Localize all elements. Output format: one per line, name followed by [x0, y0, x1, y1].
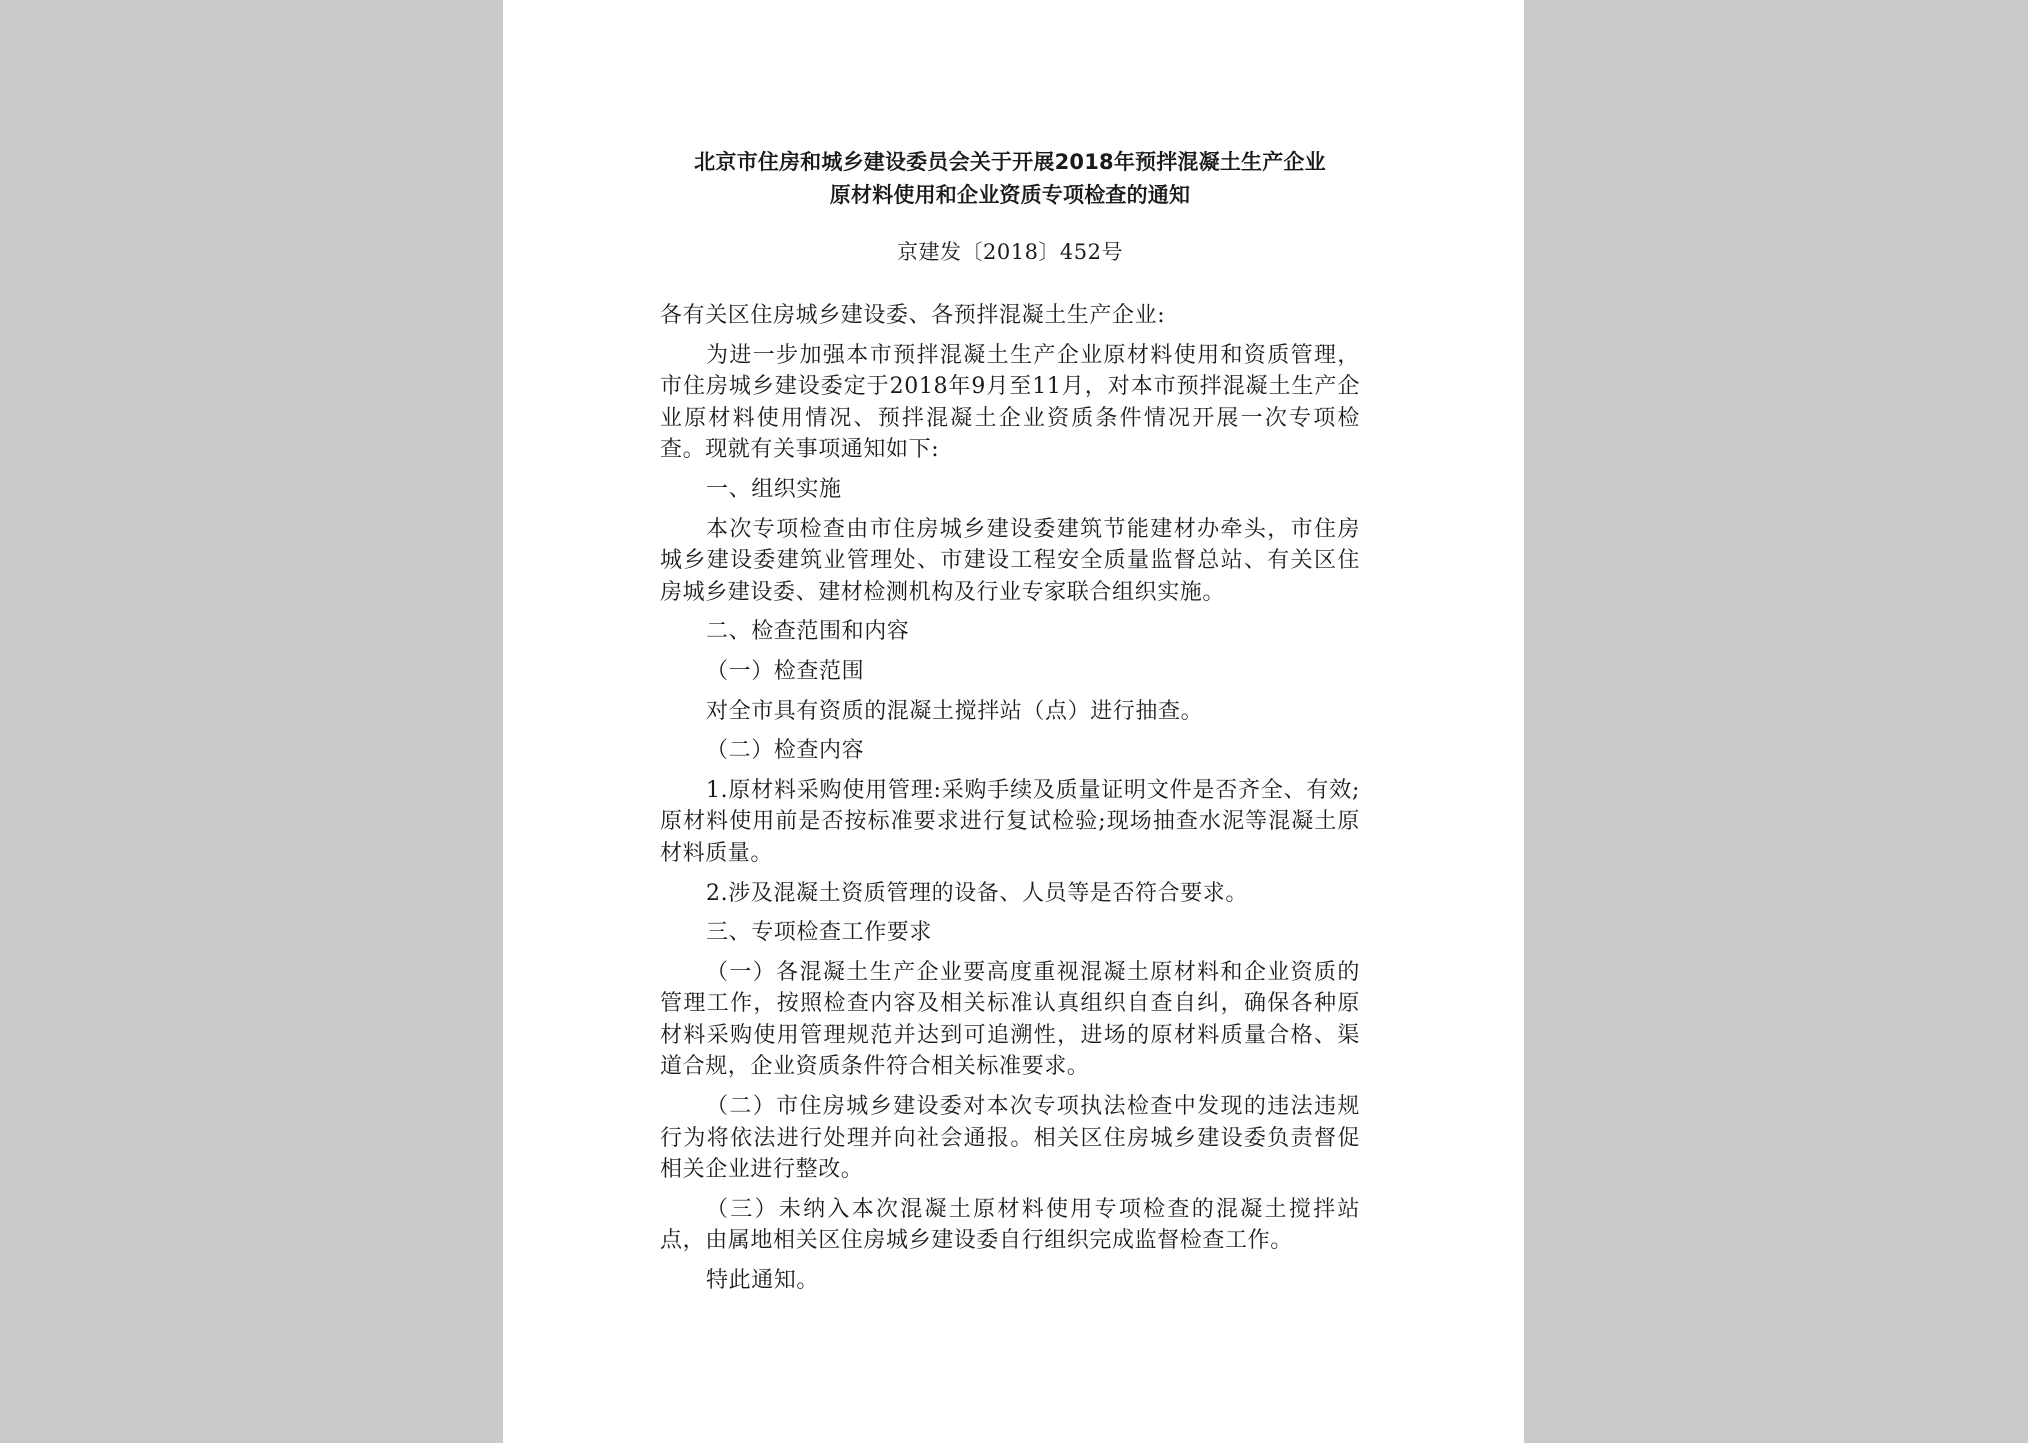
requirement-paragraph: （一）各混凝土生产企业要高度重视混凝土原材料和企业资质的管理工作，按照检查内容及相关标准认真组织自查自纠，确保各种原材料采购使用管理规范并达到可追溯性，进场的原材料质量合格、渠道合规，企业资质条件符合相关标准要求。 — [660, 959, 1360, 1080]
body-paragraph: 对全市具有资质的混凝土搅拌站（点）进行抽查。 — [706, 698, 1204, 724]
section-heading: 三、专项检查工作要求 — [706, 920, 933, 946]
subsection-heading: （一）检查范围 — [706, 658, 865, 684]
list-item-paragraph: 1.原材料采购使用管理:采购手续及质量证明文件是否齐全、有效;原材料使用前是否按标准要求进行复试检验;现场抽查水泥等混凝土原材料质量。 — [660, 777, 1360, 866]
title-line-2: 原材料使用和企业资质专项检查的通知 — [829, 183, 1191, 207]
document-number: 京建发〔2018〕452号 — [896, 240, 1124, 264]
body-paragraph: 本次专项检查由市住房城乡建设委建筑节能建材办牵头，市住房城乡建设委建筑业管理处、市建设工程安全质量监督总站、有关区住房城乡建设委、建材检测机构及行业专家联合组织实施。 — [660, 516, 1360, 605]
document-body — [660, 300, 1360, 1297]
document-page — [503, 0, 1524, 1443]
document-content — [660, 146, 1360, 1305]
document-title — [660, 146, 1360, 212]
intro-paragraph: 为进一步加强本市预拌混凝土生产企业原材料使用和资质管理，市住房城乡建设委定于2018年9月至11月，对本市预拌混凝土生产企业原材料使用情况、预拌混凝土企业资质条件情况开展一次专项检查。现就有关事项通知如下: — [660, 342, 1360, 463]
list-item-paragraph: 2.涉及混凝土资质管理的设备、人员等是否符合要求。 — [706, 880, 1248, 906]
section-heading: 一、组织实施 — [706, 476, 842, 502]
subsection-heading: （二）检查内容 — [706, 738, 865, 764]
closing-paragraph: 特此通知。 — [706, 1268, 820, 1294]
section-heading: 二、检查范围和内容 — [706, 619, 910, 645]
requirement-paragraph: （三）未纳入本次混凝土原材料使用专项检查的混凝土搅拌站点，由属地相关区住房城乡建设委自行组织完成监督检查工作。 — [660, 1196, 1360, 1254]
requirement-paragraph: （二）市住房城乡建设委对本次专项执法检查中发现的违法违规行为将依法进行处理并向社会通报。相关区住房城乡建设委负责督促相关企业进行整改。 — [660, 1094, 1360, 1183]
addressee-paragraph: 各有关区住房城乡建设委、各预拌混凝土生产企业: — [660, 303, 1166, 328]
title-line-1: 北京市住房和城乡建设委员会关于开展2018年预拌混凝土生产企业 — [694, 150, 1326, 174]
